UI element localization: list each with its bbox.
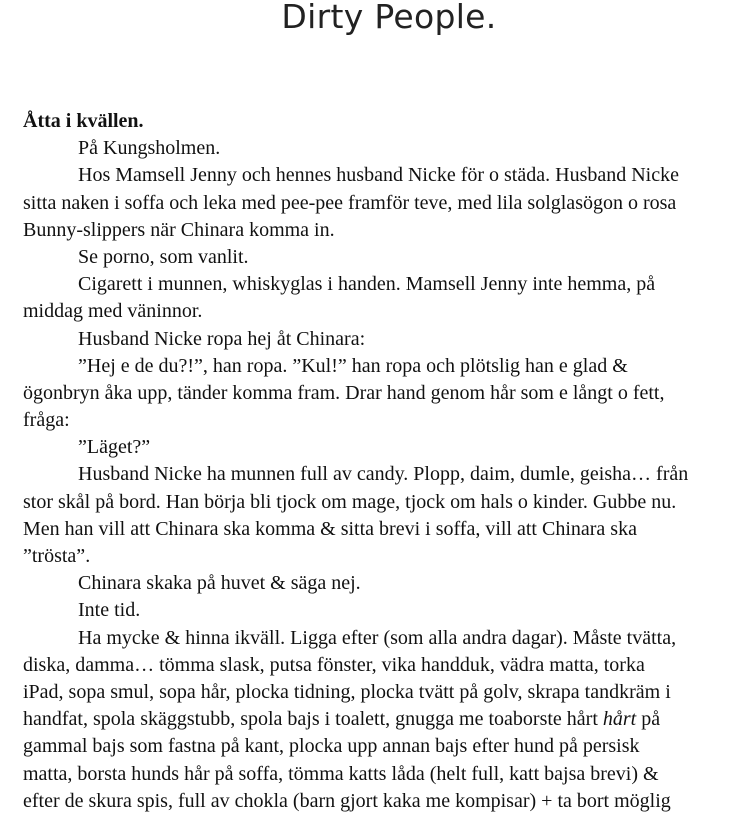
paragraph-line: Bunny-slippers när Chinara komma in.	[23, 218, 335, 241]
paragraph-line: efter de skura spis, full av chokla (barn gjort kaka me kompisar) + ta bort möglig	[23, 789, 671, 812]
paragraph-line: Hos Mamsell Jenny och hennes husband Nicke för o städa. Husband Nicke	[78, 164, 679, 187]
paragraph-line: stor skål på bord. Han börja bli tjock om mage, tjock om hals o kinder. Gubbe nu.	[23, 490, 677, 513]
paragraph-line: På Kungsholmen.	[78, 137, 221, 160]
paragraph-line: iPad, sopa smul, sopa hår, plocka tidning, plocka tvätt på golv, skrapa tandkräm i	[23, 680, 671, 703]
line-text: handfat, spola skäggstubb, spola bajs i toalett, gnugga me toaborste hårt	[23, 708, 598, 731]
paragraph-line: middag med väninnor.	[23, 300, 203, 323]
paragraph-line: ”Hej e de du?!”, han ropa. ”Kul!” han ropa och plötslig han e glad &	[78, 354, 628, 377]
paragraph-line: Husband Nicke ropa hej åt Chinara:	[78, 327, 366, 350]
paragraph-line: gammal bajs som fastna på kant, plocka upp annan bajs efter hund på persisk	[23, 735, 640, 758]
paragraph-line: Se porno, som vanlit.	[78, 245, 249, 268]
paragraph-line: sitta naken i soffa och leka med pee-pee framför teve, med lila solglasögon o rosa	[23, 191, 677, 214]
paragraph-line: Cigarett i munnen, whiskyglas i handen. Mamsell Jenny inte hemma, på	[78, 273, 656, 296]
paragraph-line: fråga:	[23, 409, 70, 432]
page-title: Dirty People.	[281, 0, 497, 36]
paragraph-line: ”Läget?”	[78, 436, 151, 459]
story-text	[23, 108, 735, 815]
paragraph-line: matta, borsta hunds hår på soffa, tömma katts låda (helt full, katt bajsa brevi) &	[23, 762, 659, 785]
line-text: på	[641, 708, 661, 731]
paragraph-line: ”trösta”.	[23, 545, 91, 567]
paragraph-line: Ha mycke & hinna ikväll. Ligga efter (som alla andra dagar). Måste tvätta,	[78, 626, 677, 649]
paragraph-line: Husband Nicke ha munnen full av candy. Plopp, daim, dumle, geisha… från	[78, 463, 689, 486]
paragraph-line: Men han vill att Chinara ska komma & sitta brevi i soffa, vill att Chinara ska	[23, 517, 637, 540]
paragraph-line: Chinara skaka på huvet & säga nej.	[78, 572, 361, 595]
paragraph-line: diska, damma… tömma slask, putsa fönster, vika handduk, vädra matta, torka	[23, 653, 645, 676]
section-heading: Åtta i kvällen.	[23, 110, 144, 132]
emphasis-text: hårt	[602, 708, 637, 731]
paragraph-line: Inte tid.	[78, 599, 141, 622]
paragraph-line: ögonbryn åka upp, tänder komma fram. Drar hand genom hår som e långt o fett,	[23, 381, 665, 404]
paragraph-line	[23, 706, 735, 733]
